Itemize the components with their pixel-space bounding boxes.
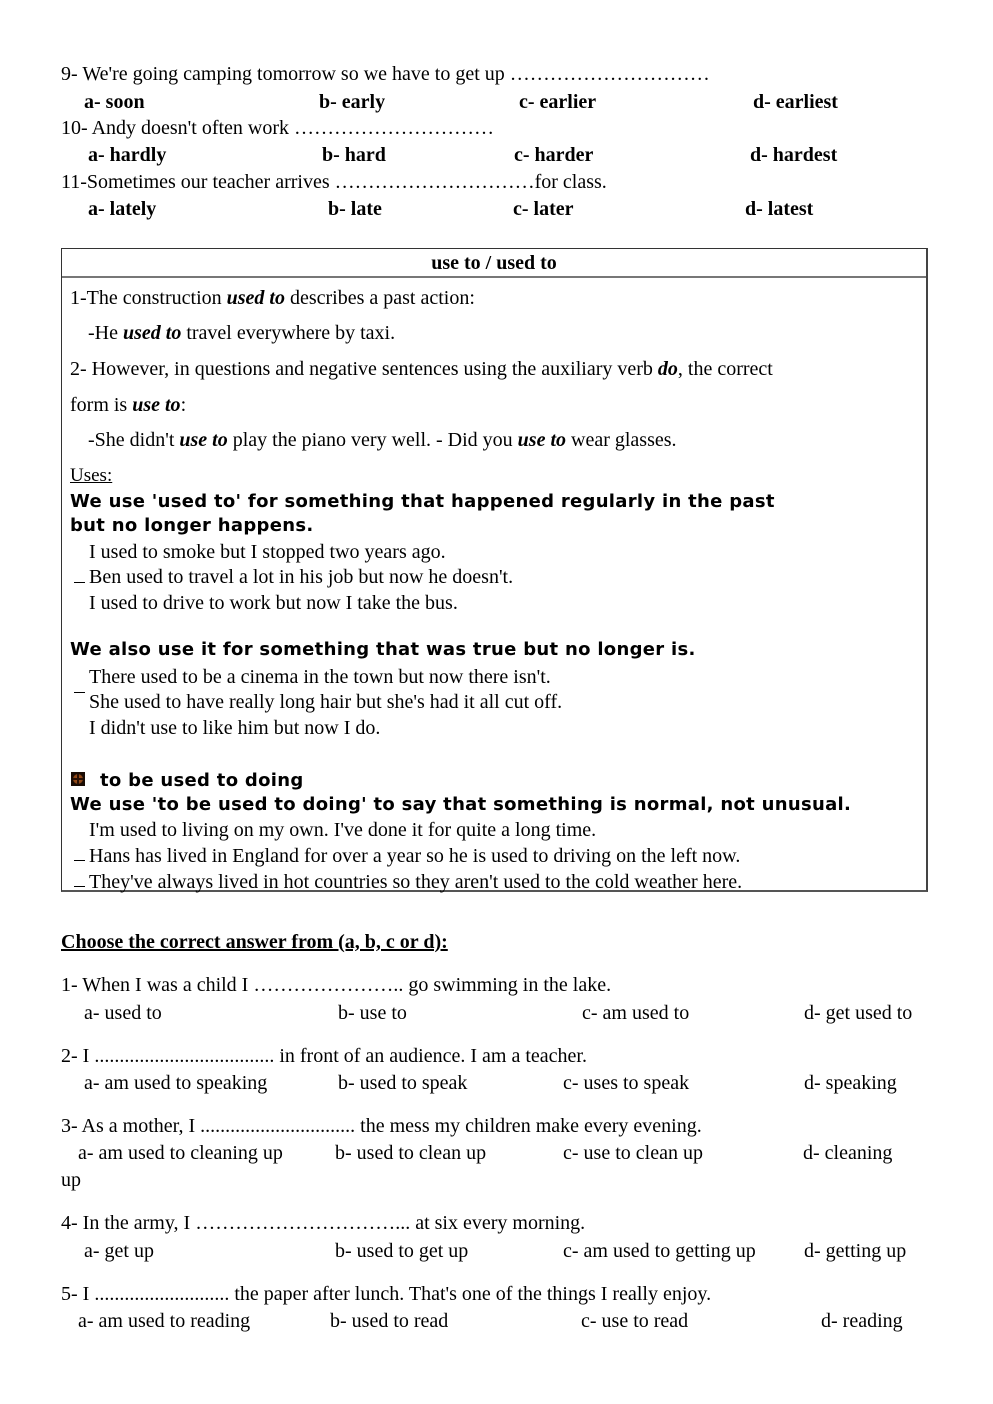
option-b[interactable]: b- used to get up — [335, 1240, 469, 1262]
option-d[interactable]: d- hardest — [750, 144, 838, 166]
option-a[interactable]: a- am used to cleaning up — [78, 1142, 283, 1164]
option-a[interactable]: a- get up — [84, 1240, 154, 1262]
option-b[interactable]: b- used to speak — [338, 1072, 468, 1094]
use-1-heading-cont: but no longer happens. — [70, 515, 314, 536]
rule-example-2: -She didn't use to play the piano very well. - Did you use to wear glasses. — [88, 429, 677, 451]
use-2-heading: We also use it for something that was true but no longer is. — [70, 639, 696, 660]
rule-example-1: -He used to travel everywhere by taxi. — [88, 322, 396, 344]
use-1-example: I used to smoke but I stopped two years ago. — [89, 541, 446, 563]
option-d-wrap: up — [61, 1169, 81, 1191]
question-text: We're going camping tomorrow so we have to get up ………………………… — [82, 63, 710, 85]
dash-marker — [74, 582, 85, 583]
use-1-heading: We use 'used to' for something that happened regularly in the past — [70, 491, 775, 512]
option-d[interactable]: d- reading — [821, 1310, 903, 1332]
option-a[interactable]: a- hardly — [88, 144, 167, 166]
option-c[interactable]: c- later — [513, 198, 574, 220]
rule-point-1: 1-The construction used to describes a past action: — [70, 287, 475, 309]
question-text-end: for class. — [534, 171, 607, 193]
option-b[interactable]: b- used to clean up — [335, 1142, 487, 1164]
use-1-example: Ben used to travel a lot in his job but now he doesn't. — [89, 566, 514, 588]
option-a[interactable]: a- lately — [88, 198, 157, 220]
option-b[interactable]: b- use to — [338, 1002, 407, 1024]
dash-marker — [74, 886, 85, 887]
question-text: 1- When I was a child I ………………….. go swimming in the lake. — [61, 974, 612, 996]
option-c[interactable]: c- harder — [514, 144, 594, 166]
grammar-rule-box — [61, 248, 928, 892]
option-c[interactable]: c- am used to — [582, 1002, 690, 1024]
option-c[interactable]: c- use to read — [581, 1310, 689, 1332]
question-text: 2- I .................................... in front of an audience. I am a teacher. — [61, 1045, 587, 1067]
use-2-example: I didn't use to like him but now I do. — [89, 717, 381, 739]
question-text: Sometimes our teacher arrives ………………………… — [86, 171, 535, 193]
option-d[interactable]: d- getting up — [804, 1240, 907, 1262]
use-2-example: She used to have really long hair but she's had it all cut off. — [89, 691, 563, 713]
option-d[interactable]: d- latest — [745, 198, 814, 220]
option-a[interactable]: a- used to — [84, 1002, 162, 1024]
option-b[interactable]: b- used to read — [330, 1310, 449, 1332]
option-c[interactable]: c- use to clean up — [563, 1142, 703, 1164]
option-c[interactable]: c- earlier — [519, 91, 597, 113]
dash-marker — [74, 860, 85, 861]
use-3-example: Hans has lived in England for over a year so he is used to driving on the left now. — [89, 845, 741, 867]
rule-point-2-cont: form is use to: — [70, 394, 187, 416]
dash-marker — [74, 692, 85, 693]
question-number: 10- — [61, 117, 88, 139]
option-c[interactable]: c- uses to speak — [563, 1072, 690, 1094]
option-d[interactable]: d- speaking — [804, 1072, 897, 1094]
use-3-example: I'm used to living on my own. I've done it for quite a long time. — [89, 819, 597, 841]
option-d[interactable]: d- get used to — [804, 1002, 913, 1024]
option-b[interactable]: b- late — [328, 198, 382, 220]
question-text: 4- In the army, I …………………………... at six every morning. — [61, 1212, 586, 1234]
question-text: 5- I ........................... the paper after lunch. That's one of the things I really enjoy. — [61, 1283, 712, 1305]
option-a[interactable]: a- soon — [84, 91, 145, 113]
rule-box-title: use to / used to — [62, 249, 926, 278]
exercise-instruction: Choose the correct answer from (a, b, c or d): — [61, 931, 448, 953]
use-3-title: to be used to doing — [100, 770, 304, 791]
question-number: 11- — [61, 171, 87, 193]
use-1-example: I used to drive to work but now I take the bus. — [89, 592, 458, 614]
option-a[interactable]: a- am used to speaking — [84, 1072, 268, 1094]
option-d[interactable]: d- cleaning — [803, 1142, 893, 1164]
use-2-example: There used to be a cinema in the town but now there isn't. — [89, 666, 551, 688]
option-d[interactable]: d- earliest — [753, 91, 838, 113]
question-text: 3- As a mother, I ............................... the mess my children make every evening. — [61, 1115, 702, 1137]
option-b[interactable]: b- early — [319, 91, 386, 113]
rule-point-2: 2- However, in questions and negative sentences using the auxiliary verb do, the correct — [70, 358, 773, 380]
uses-label: Uses: — [70, 465, 113, 486]
option-c[interactable]: c- am used to getting up — [563, 1240, 756, 1262]
option-b[interactable]: b- hard — [322, 144, 386, 166]
question-number: 9- — [61, 63, 78, 85]
target-bullet-icon — [71, 772, 85, 786]
option-a[interactable]: a- am used to reading — [78, 1310, 251, 1332]
question-text: Andy doesn't often work ………………………… — [91, 117, 495, 139]
use-3-heading: We use 'to be used to doing' to say that something is normal, not unusual. — [70, 794, 852, 815]
use-3-example: They've always lived in hot countries so they aren't used to the cold weather here. — [89, 871, 743, 893]
